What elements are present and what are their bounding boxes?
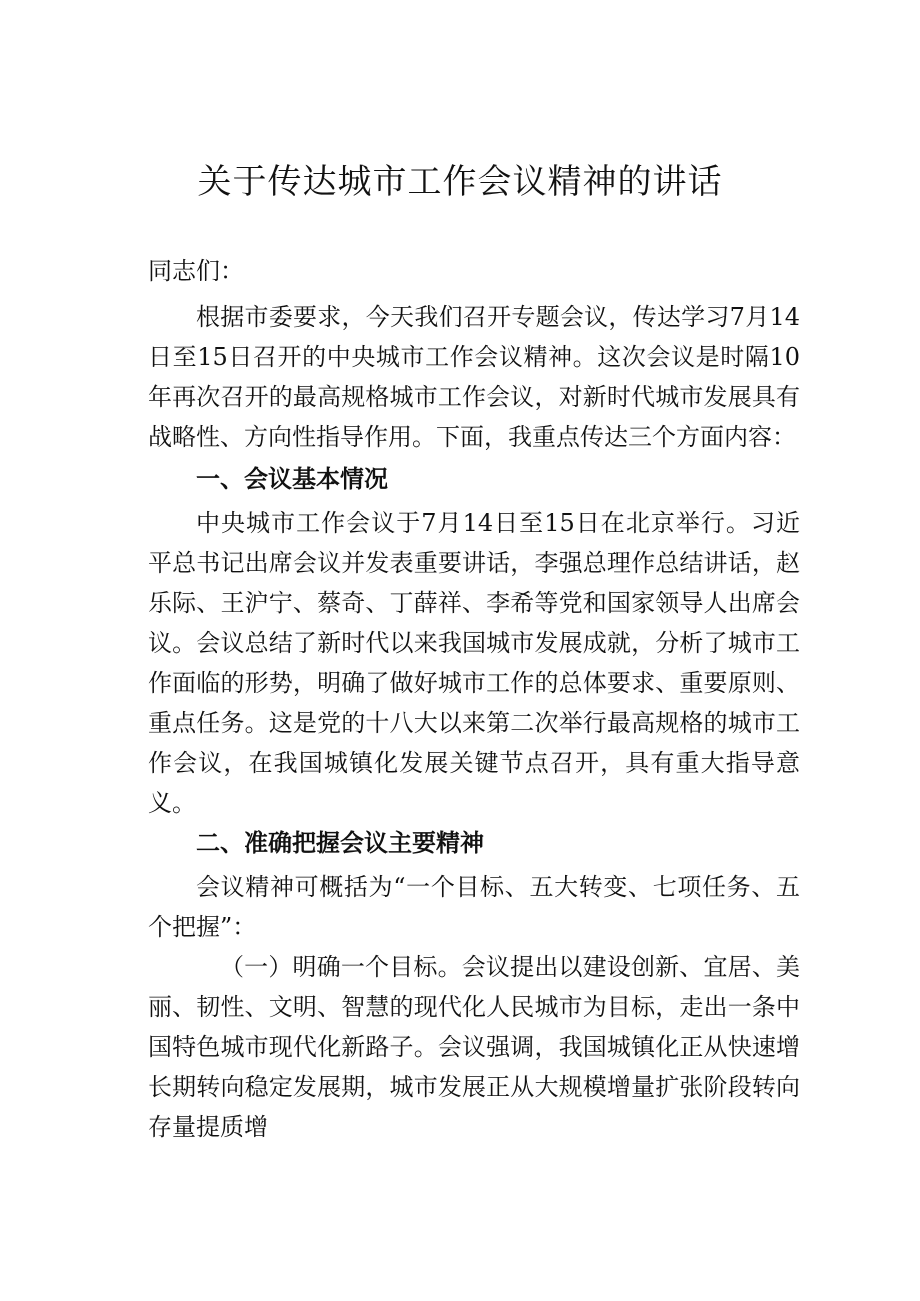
subsection-1-paragraph: （一）明确一个目标。会议提出以建设创新、宜居、美丽、韧性、文明、智慧的现代化人民城市为目标，走出一条中国特色城市现代化新路子。会议强调，我国城镇化正从快速增长期转向稳定发展期，城市发展正从大规模增量扩张阶段转向存量提质增	[148, 953, 800, 1141]
document-body	[148, 251, 800, 1147]
intro-paragraph: 根据市委要求，今天我们召开专题会议，传达学习7月14日至15日召开的中央城市工作会议精神。这次会议是时隔10年再次召开的最高规格城市工作会议，对新时代城市发展具有战略性、方向性指导作用。下面，我重点传达三个方面内容：	[148, 303, 800, 451]
section-2-paragraph: 会议精神可概括为“一个目标、五大转变、七项任务、五个把握”：	[148, 873, 800, 941]
document-title: 关于传达城市工作会议精神的讲话	[197, 162, 723, 202]
section-heading-2: 二、准确把握会议主要精神	[196, 829, 484, 857]
salutation: 同志们：	[148, 257, 244, 285]
section-heading-1: 一、会议基本情况	[196, 465, 388, 493]
section-1-paragraph: 中央城市工作会议于7月14日至15日在北京举行。习近平总书记出席会议并发表重要讲话，李强总理作总结讲话，赵乐际、王沪宁、蔡奇、丁薛祥、李希等党和国家领导人出席会议。会议总结了新时代以来我国城市发展成就，分析了城市工作面临的形势，明确了做好城市工作的总体要求、重要原则、重点任务。这是党的十八大以来第二次举行最高规格的城市工作会议，在我国城镇化发展关键节点召开，具有重大指导意义。	[148, 509, 800, 817]
